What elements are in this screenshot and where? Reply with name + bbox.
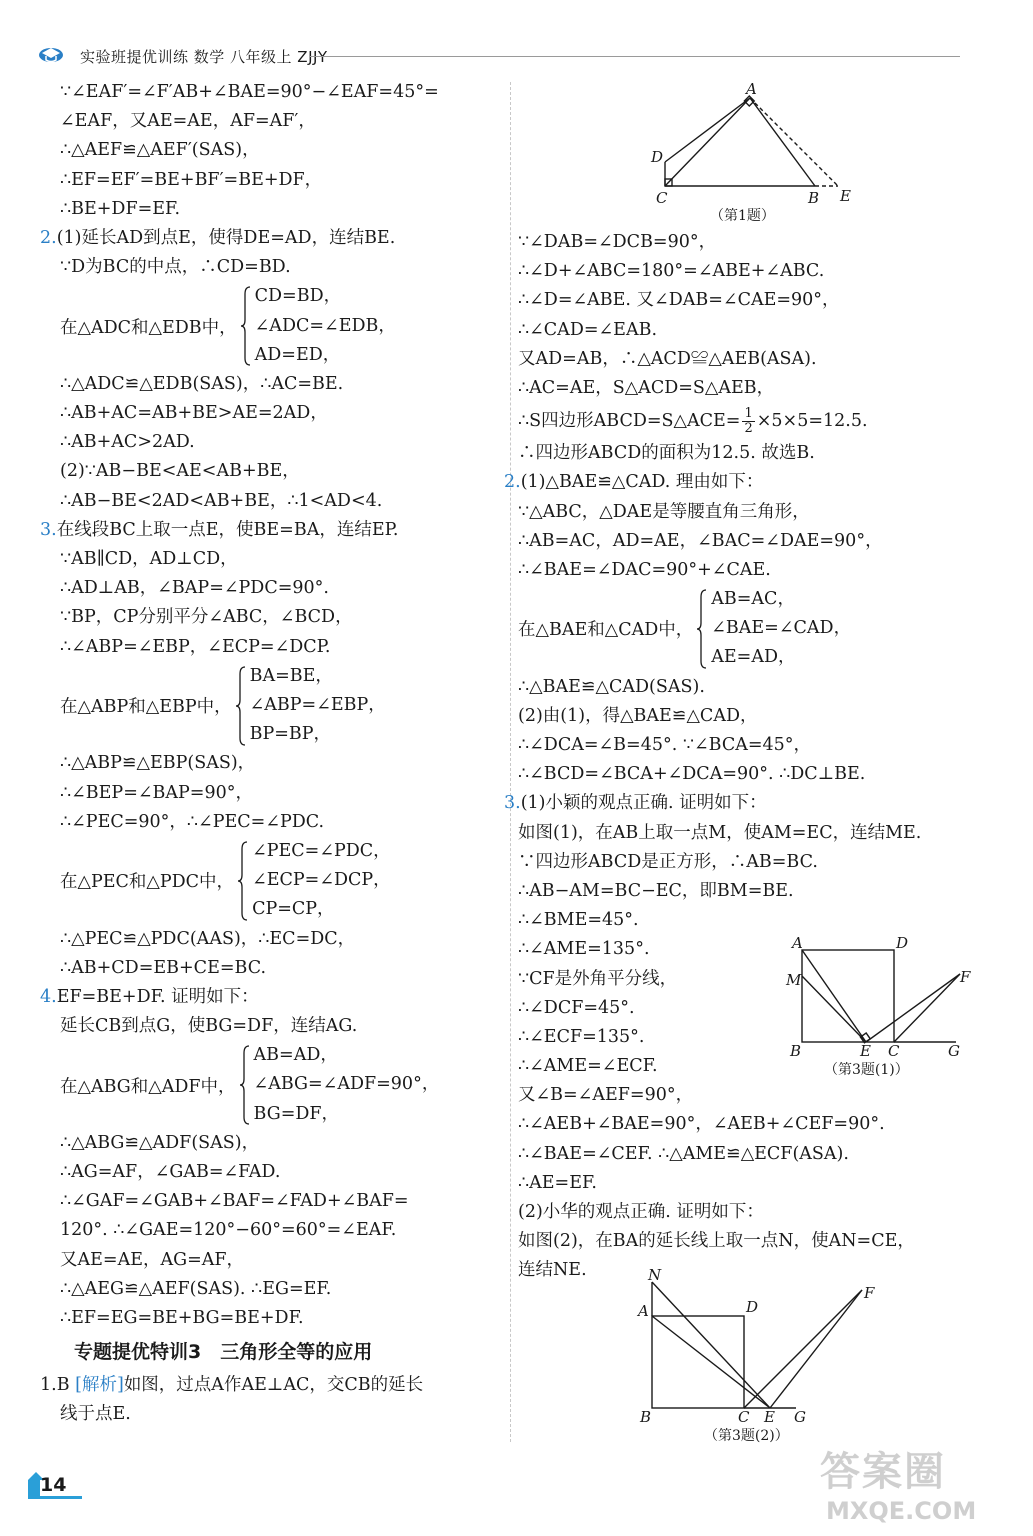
- figure-label: F: [864, 1284, 875, 1302]
- text-line: ∵△ABC，△DAE是等腰直角三角形，: [518, 501, 810, 522]
- text-line: ∴∠D=∠ABE. 又∠DAB=∠CAE=90°，: [518, 290, 840, 311]
- brace-lead: 在△ADC和△EDB中，: [60, 317, 237, 338]
- figure-3-2-diagram: [630, 1268, 890, 1444]
- text-line: ∵AB∥CD，AD⊥CD，: [60, 549, 238, 570]
- question-number: 3.: [40, 519, 57, 540]
- brace-lead: 在△PEC和△PDC中，: [60, 872, 235, 893]
- figure-3-1: [778, 930, 978, 1080]
- brace-items: [711, 585, 851, 673]
- brace-lead: 在△BAE和△CAD中，: [518, 620, 694, 641]
- figure-label: B: [640, 1408, 652, 1426]
- text-span: ×5×5=12.5.: [756, 411, 868, 432]
- brace-item: CP=CP，: [252, 899, 335, 920]
- question-line: [38, 516, 506, 545]
- figure-1-diagram: [640, 82, 870, 228]
- figure-label: B: [808, 189, 820, 207]
- text-line: ∴EF=EG=BE+BG=BE+DF.: [60, 1308, 304, 1328]
- brace-item: ∠ADC=∠EDB，: [254, 315, 396, 336]
- text-line: ∴∠BCD=∠BCA+∠DCA=90°. ∴DC⊥BE.: [518, 764, 866, 785]
- figure-label: N: [648, 1268, 662, 1284]
- fraction: [742, 407, 754, 436]
- text-line: ∴AB=AC，AD=AE，∠BAC=∠DAE=90°，: [518, 530, 883, 551]
- text-line: ∴AC=AE，S△ACD=S△AEB，: [518, 377, 775, 398]
- section-question-1: [38, 1371, 506, 1429]
- brace-item: BP=BP，: [249, 724, 332, 745]
- text-line: ∴∠GAF=∠GAB+∠BAF=∠FAD+∠BAF=: [60, 1191, 409, 1212]
- figure-label: G: [948, 1042, 960, 1060]
- text-line: ∵CF是外角平分线，: [518, 968, 678, 989]
- brace-item: AD=ED，: [254, 344, 341, 365]
- book-logo-icon: [38, 44, 64, 64]
- text-line: ∵∠DAB=∠DCB=90°，: [518, 232, 717, 252]
- question-number: 2.: [504, 472, 521, 493]
- column-divider: [510, 82, 511, 1442]
- text-line: ∴AB+AC=AB+BE>AE=2AD，: [60, 403, 328, 424]
- brace-lead: 在△ABP和△EBP中，: [60, 697, 232, 718]
- figure-label: C: [888, 1042, 900, 1060]
- analysis-tag: [解析]: [75, 1375, 124, 1396]
- text-line: ∴∠PEC=90°，∴∠PEC=∠PDC.: [60, 811, 325, 832]
- watermark: [820, 1448, 1020, 1534]
- figure-caption: （第3题(1)）: [824, 1062, 909, 1078]
- question-4: [38, 983, 506, 1333]
- brace-group: [38, 282, 506, 370]
- figure-label: E: [840, 187, 851, 205]
- text-line: ∴△ADC≌△EDB(SAS)，∴AC=BE.: [60, 373, 344, 394]
- text-line: ∴∠DCA=∠B=45°. ∵∠BCA=45°，: [518, 735, 812, 756]
- text-line: ∴∠BME=45°.: [518, 910, 639, 931]
- text-line: ∴∠BAE=∠DAC=90°+∠CAE.: [518, 559, 771, 580]
- text-line: ∴∠D+∠ABC=180°=∠ABE+∠ABC.: [518, 261, 825, 282]
- text-line: 又AE=AE，AG=AF，: [60, 1249, 245, 1270]
- text-line: 线于点E.: [60, 1404, 131, 1425]
- text-line: ∴AB+AC>2AD.: [60, 432, 195, 453]
- page-number-badge: [26, 1470, 84, 1500]
- brace-items: [255, 282, 396, 370]
- figure-label: D: [651, 148, 664, 166]
- question-3: [38, 516, 506, 983]
- denominator: 2: [744, 421, 753, 437]
- text-line: ∴∠CAD=∠EAB.: [518, 319, 658, 340]
- figure-3-1-diagram: [778, 930, 978, 1080]
- figure-label: G: [794, 1408, 806, 1426]
- brace-items: [252, 837, 391, 925]
- watermark-url: MXQE.COM: [826, 1497, 977, 1525]
- brace-item: AB=AD，: [253, 1045, 338, 1066]
- figure-label: C: [656, 189, 668, 207]
- brace-lead: 在△ABG和△ADF中，: [60, 1076, 236, 1097]
- header-title: 实验班提优训练 数学 八年级上 ZJJY: [80, 48, 328, 66]
- text-span: EF=BE+DF. 证明如下：: [56, 986, 259, 1007]
- text-line: ∴EF=EF′=BE+BF′=BE+DF，: [60, 169, 323, 190]
- text-line: ∴∠BAE=∠CEF. ∴△AME≌△ECF(ASA).: [518, 1143, 849, 1164]
- brace-group: [38, 662, 506, 750]
- text-line: (2)∵AB−BE<AE<AB+BE，: [60, 461, 300, 482]
- text-line: ∵D为BC的中点，∴CD=BD.: [60, 257, 291, 278]
- brace-items: [254, 1041, 440, 1129]
- question-line: [504, 789, 1006, 818]
- question-line: [38, 1371, 506, 1400]
- brace-item: BG=DF，: [253, 1103, 340, 1124]
- figure-label: D: [896, 934, 909, 952]
- text-line: ∵四边形ABCD是正方形，∴AB=BC.: [518, 851, 818, 872]
- text-line: ∴△PEC≌△PDC(AAS)，∴EC=DC，: [60, 928, 356, 949]
- figure-1: [640, 82, 870, 228]
- figure-label: M: [786, 971, 802, 989]
- question-number: 2.: [40, 227, 57, 248]
- brace-group: [38, 837, 506, 925]
- figure-label: A: [638, 1302, 649, 1320]
- section-title: 专题提优特训3 三角形全等的应用: [74, 1341, 373, 1364]
- text-line: 延长CB到点G，使BG=DF，连结AG.: [60, 1016, 358, 1037]
- brace-item: BA=BE，: [249, 665, 333, 686]
- text-line: ∴△ABP≌△EBP(SAS)，: [60, 753, 256, 774]
- text-line: 如图(1)，在AB上取一点M，使AM=EC，连结ME.: [518, 822, 922, 843]
- figure-label: E: [860, 1042, 871, 1060]
- brace-item: ∠ABG=∠ADF=90°，: [253, 1074, 440, 1095]
- text-line: ∴∠AEB+∠BAE=90°，∠AEB+∠CEF=90°.: [518, 1114, 885, 1135]
- question-number: 3.: [504, 793, 521, 814]
- figure-3-2: [630, 1268, 890, 1444]
- numerator: 1: [744, 406, 753, 422]
- question-line: [504, 468, 1006, 497]
- question-line: [38, 224, 506, 253]
- text-line: ∴∠DCF=45°.: [518, 997, 635, 1018]
- brace-item: CD=BD，: [254, 286, 342, 307]
- area-line: [518, 403, 1006, 439]
- brace-item: ∠PEC=∠PDC，: [252, 840, 391, 861]
- figure-label: C: [738, 1408, 750, 1426]
- text-line: ∴四边形ABCD的面积为12.5. 故选B.: [518, 443, 815, 464]
- text-line: 120°. ∴∠GAE=120°−60°=60°=∠EAF.: [60, 1220, 397, 1241]
- brace-item: ∠ABP=∠EBP，: [249, 694, 386, 715]
- figure-label: F: [960, 968, 971, 986]
- text-span: (1)延长AD到点E，使得DE=AD，连结BE.: [56, 227, 396, 248]
- text-line: ∴AB−AM=BC−EC，即BM=BE.: [518, 880, 794, 901]
- text-line: ∴AD⊥AB，∠BAP=∠PDC=90°.: [60, 578, 329, 599]
- brace-item: AE=AD，: [711, 647, 796, 668]
- watermark-logo-text: 答案圈: [820, 1449, 946, 1495]
- left-proof-continuation: [38, 78, 506, 224]
- brace-items: [250, 662, 386, 750]
- text-line: ∴∠ABP=∠EBP，∠ECP=∠DCP.: [60, 636, 331, 657]
- left-column: [38, 78, 506, 1430]
- brace-item: ∠BAE=∠CAD，: [711, 618, 852, 639]
- right-column: [504, 228, 1006, 1286]
- text-line: ∴AE=EF.: [518, 1172, 597, 1193]
- question-line: [38, 983, 506, 1012]
- figure-label: E: [764, 1408, 775, 1426]
- text-line: ∴∠AME=∠ECF.: [518, 1056, 658, 1077]
- text-span: 在线段BC上取一点E，使BE=BA，连结EP.: [56, 519, 399, 540]
- figure-label: B: [790, 1042, 802, 1060]
- text-line: ∠EAF，又AE=AE，AF=AF′，: [60, 111, 316, 132]
- text-line: ∴BE+DF=EF.: [60, 198, 181, 219]
- text-line: ∴∠BEP=∠BAP=90°，: [60, 782, 253, 803]
- text-span: (1)小颖的观点正确. 证明如下：: [520, 793, 767, 814]
- text-line: ∵∠EAF′=∠F′AB+∠BAE=90°−∠EAF=45°=: [60, 82, 439, 102]
- text-line: (2)小华的观点正确. 证明如下：: [518, 1202, 764, 1223]
- text-line: ∴AB+CD=EB+CE=BC.: [60, 957, 267, 978]
- left-brace-icon: [697, 589, 707, 669]
- figure-caption: （第1题）: [710, 208, 775, 224]
- text-line: 又AD=AB，∴△ACD≌△AEB(ASA).: [518, 348, 817, 369]
- text-line: ∴∠AME=135°.: [518, 939, 650, 960]
- figure-caption: （第3题(2)）: [704, 1428, 789, 1444]
- text-line: 如图(2)，在BA的延长线上取一点N，使AN=CE，: [518, 1231, 915, 1252]
- left-brace-icon: [238, 841, 248, 921]
- left-brace-icon: [236, 666, 246, 746]
- page-header: [28, 38, 968, 70]
- header-rule: [310, 56, 960, 57]
- figure-label: D: [746, 1298, 759, 1316]
- left-brace-icon: [240, 1045, 250, 1125]
- text-line: ∵BP，CP分别平分∠ABC，∠BCD，: [60, 607, 353, 628]
- figure-label: A: [792, 934, 803, 952]
- page-number: 14: [40, 1474, 67, 1496]
- answer-choice: B: [56, 1375, 70, 1396]
- text-line: ∴△AEG≌△AEF(SAS). ∴EG=EF.: [60, 1278, 332, 1299]
- question-number: 1.: [40, 1375, 57, 1396]
- text-span: ∴S四边形ABCD=S△ACE=: [518, 411, 741, 432]
- text-line: ∴△BAE≌△CAD(SAS).: [518, 676, 705, 697]
- brace-group: [518, 585, 1006, 673]
- text-line: ∴AG=AF，∠GAB=∠FAD.: [60, 1162, 281, 1183]
- right-question-2: [504, 468, 1006, 789]
- text-line: (2)由(1)，得△BAE≌△CAD，: [518, 705, 758, 726]
- brace-group: [38, 1041, 506, 1129]
- text-line: ∴AB−BE<2AD<AB+BE，∴1<AD<4.: [60, 490, 383, 511]
- question-2: [38, 224, 506, 516]
- text-line: 连结NE.: [518, 1260, 587, 1281]
- text-line: ∴△ABG≌△ADF(SAS)，: [60, 1132, 260, 1153]
- text-line: ∴△AEF≌△AEF′(SAS)，: [60, 140, 260, 161]
- brace-item: AB=AC，: [711, 589, 795, 610]
- text-line: 又∠B=∠AEF=90°，: [518, 1085, 694, 1106]
- brace-item: ∠ECP=∠DCP，: [252, 870, 391, 891]
- question-number: 4.: [40, 986, 57, 1007]
- figure-label: A: [746, 82, 757, 98]
- text-span: (1)△BAE≌△CAD. 理由如下：: [520, 472, 764, 493]
- text-line: ∴∠ECF=135°.: [518, 1026, 645, 1047]
- text-span: 如图，过点A作AE⊥AC，交CB的延长: [123, 1375, 424, 1396]
- left-brace-icon: [241, 286, 251, 366]
